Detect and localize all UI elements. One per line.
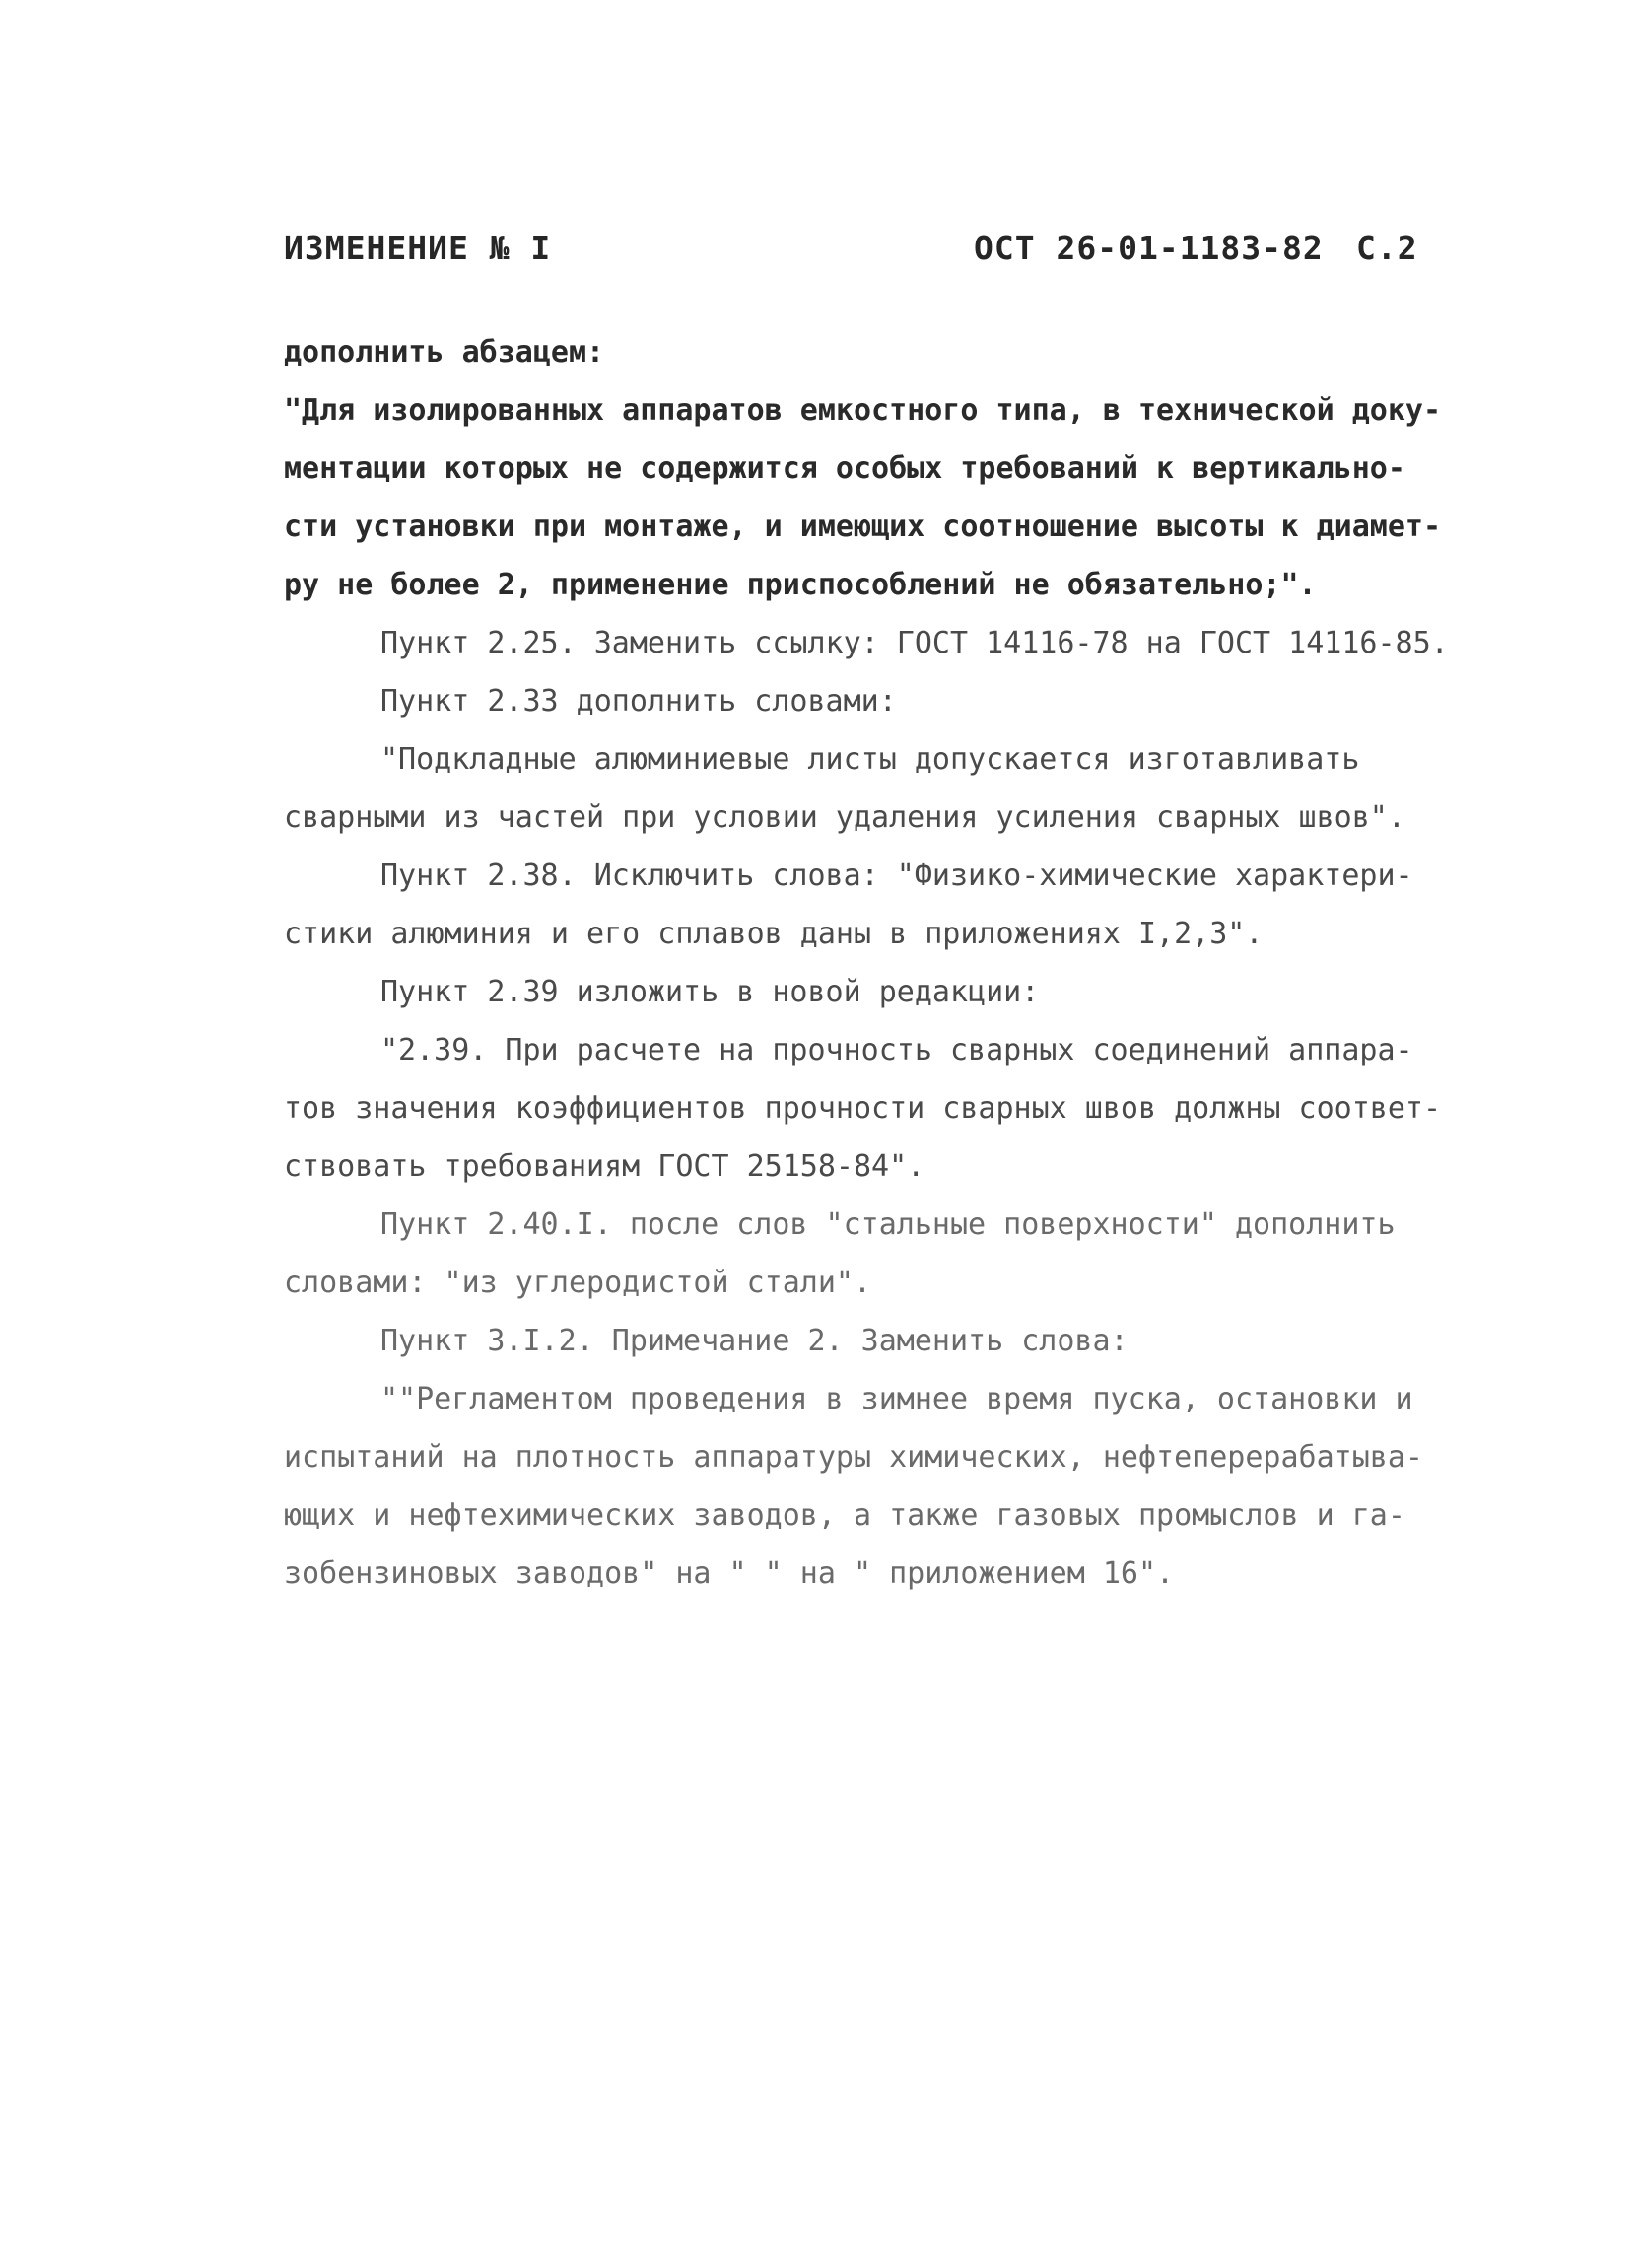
text-line: "Подкладные алюминиевые листы допускается изготавливать: [380, 742, 1360, 777]
text-line: ""Регламентом проведения в зимнее время пуска, остановки и: [380, 1382, 1413, 1416]
text-line: сварными из частей при условии удаления усиления сварных швов".: [284, 800, 1405, 835]
text-line: Пункт 2.25. Заменить ссылку: ГОСТ 14116-78 на ГОСТ 14116-85.: [380, 626, 1449, 660]
text-line: ментации которых не содержится особых требований к вертикально-: [284, 451, 1405, 486]
text-line: Пункт 2.33 дополнить словами:: [380, 684, 897, 719]
text-line: Пункт 2.38. Исключить слова: "Физико-химические характери-: [380, 859, 1413, 893]
page-number: С.2: [1356, 229, 1418, 267]
text-line: словами: "из углеродистой стали".: [284, 1266, 872, 1300]
body-text: [284, 323, 1545, 1603]
text-line: Пункт 3.I.2. Примечание 2. Заменить слова:: [380, 1324, 1129, 1358]
text-line: "2.39. При расчете на прочность сварных соединений аппара-: [380, 1033, 1413, 1067]
text-line: Пункт 2.39 изложить в новой редакции:: [380, 975, 1040, 1009]
text-line: испытаний на плотность аппаратуры химических, нефтеперерабатыва-: [284, 1440, 1423, 1475]
text-line: стики алюминия и его сплавов даны в приложениях I,2,3".: [284, 917, 1264, 951]
text-line: ющих и нефтехимических заводов, а также газовых промыслов и га-: [284, 1498, 1405, 1533]
document-code: ОСТ 26-01-1183-82: [974, 229, 1324, 267]
text-line: тов значения коэффициентов прочности сварных швов должны соответ-: [284, 1091, 1441, 1126]
text-line: ру не более 2, применение приспособлений не обязательно;".: [284, 568, 1317, 602]
text-line: ствовать требованиям ГОСТ 25158-84".: [284, 1149, 925, 1184]
text-line: дополнить абзацем:: [284, 335, 605, 370]
text-line: сти установки при монтаже, и имеющих соотношение высоты к диамет-: [284, 510, 1441, 544]
page-header: [284, 229, 1427, 278]
text-line: "Для изолированных аппаратов емкостного типа, в технической доку-: [284, 393, 1441, 428]
text-line: зобензиновых заводов" на " " на " приложением 16".: [284, 1556, 1175, 1591]
text-line: Пункт 2.40.I. после слов "стальные поверхности" дополнить: [380, 1207, 1396, 1242]
change-number: ИЗМЕНЕНИЕ № I: [284, 229, 552, 267]
